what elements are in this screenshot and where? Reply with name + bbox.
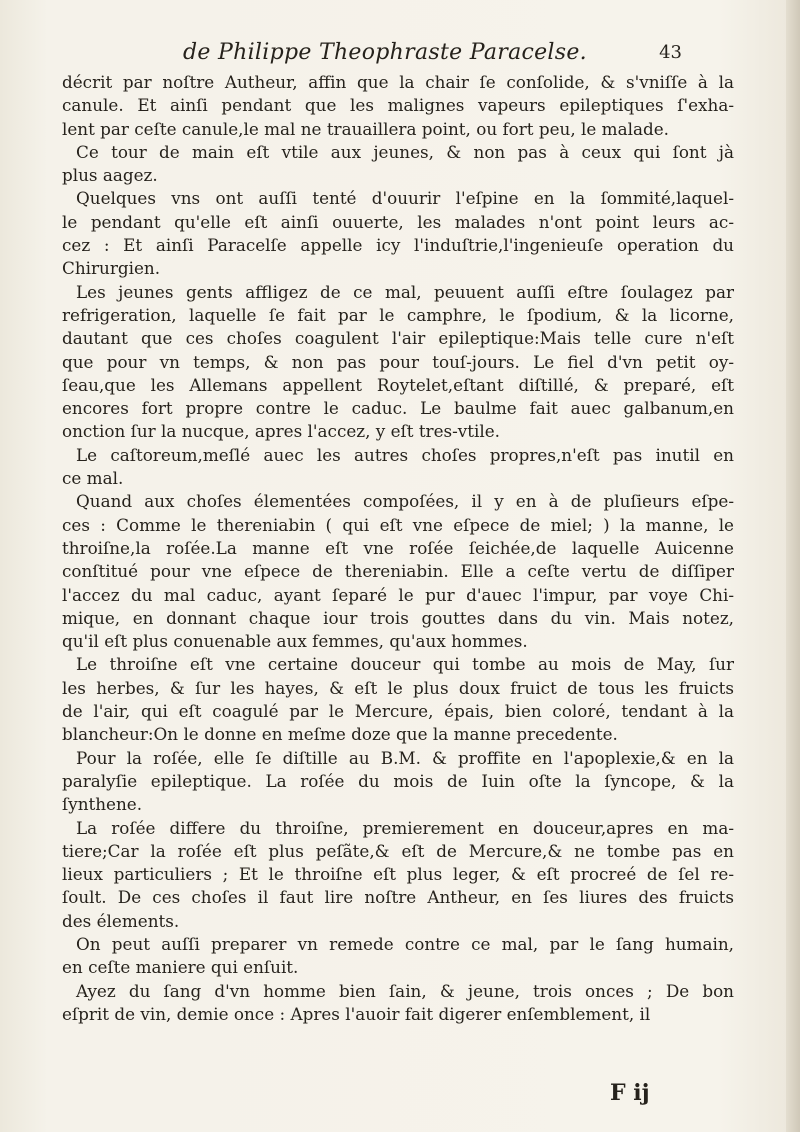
body-text (62, 71, 734, 1026)
running-title: de Philippe Theophraste Paracelse. (183, 40, 587, 65)
text-line: Pour la roſée, elle ſe diſtille au B.M. & proffite en l'apoplexie,& en la (76, 747, 734, 768)
text-line: les herbes, & ſur les hayes, & eſt le plus doux fruict de tous les fruicts (62, 677, 734, 698)
text-line: dautant que ces choſes coagulent l'air epileptique:Mais telle cure n'eſt (62, 328, 734, 349)
text-line: paralyſie epileptique. La roſée du mois de Iuin oſte la ſyncope, & la (62, 770, 734, 791)
text-line: eſprit de vin, demie once : Apres l'auoir fait digerer enſemblement, il (62, 1003, 651, 1024)
text-line: canule. Et ainſi pendant que les malignes vapeurs epileptiques ſ'exha- (62, 95, 734, 116)
text-line: que pour vn temps, & non pas pour touſ-jours. Le fiel d'vn petit oy- (62, 351, 734, 372)
text-line: encores fort propre contre le caduc. Le baulme fait auec galbanum,en (62, 398, 734, 419)
text-line: Chirurgien. (62, 258, 161, 279)
text-line: Le caſtoreum,meſlé auec les autres choſes propres,n'eſt pas inutil en (76, 444, 734, 465)
paragraph (62, 187, 734, 280)
text-line: lent par ceſte canule,le mal ne trauaillera point, ou fort peu, le malade. (62, 118, 669, 139)
text-line: Le throiſne eſt vne certaine douceur qui tombe au mois de May, ſur (76, 654, 734, 675)
text-line: Ce tour de main eſt vtile aux jeunes, & non pas à ceux qui ſont jà (76, 141, 734, 162)
text-line: lieux particuliers ; Et le throiſne eſt plus leger, & eſt procreé de ſel re- (62, 864, 734, 885)
text-line: onction ſur la nucque, apres l'accez, y eſt tres-vtile. (62, 421, 501, 442)
text-line: Quelques vns ont auſſi tenté d'ouurir l'eſpine en la ſommité,laquel- (76, 188, 734, 209)
text-line: des élements. (62, 910, 180, 931)
text-line: Les jeunes gents affligez de ce mal, peuuent auſſi eſtre ſoulagez par (76, 281, 734, 302)
text-line: Quand aux choſes élementées compoſées, il y en à de pluſieurs eſpe- (76, 491, 734, 512)
paragraph (62, 141, 734, 188)
paragraph (62, 71, 734, 141)
text-line: le pendant qu'elle eſt ainſi ouuerte, les malades n'ont point leurs ac- (62, 211, 734, 232)
text-line: tiere;Car la roſée eſt plus peſãte,& eſt de Mercure,& ne tombe pas en (62, 840, 734, 861)
text-line: mique, en donnant chaque iour trois gouttes dans du vin. Mais notez, (62, 607, 734, 628)
text-line: refrigeration, laquelle ſe fait par le camphre, le ſpodium, & la licorne, (62, 304, 734, 325)
paragraph (62, 980, 734, 1027)
text-line: en ceſte maniere qui enſuit. (62, 957, 299, 978)
paragraph (62, 933, 734, 980)
text-line: de l'air, qui eſt coagulé par le Mercure, épais, bien coloré, tendant à la (62, 701, 734, 722)
text-line: throiſne,la roſée.La manne eſt vne roſée ſeichée,de laquelle Auicenne (62, 537, 734, 558)
text-line: ſoult. De ces choſes il faut lire noſtre Antheur, en ſes liures des fruicts (62, 887, 734, 908)
text-line: La roſée differe du throiſne, premierement en douceur,apres en ma- (76, 817, 734, 838)
page-edge (786, 0, 800, 1132)
text-line: ſeau,que les Allemans appellent Roytelet,eſtant diſtillé, & preparé, eſt (62, 374, 734, 395)
text-line: On peut auſſi preparer vn remede contre ce mal, par le ſang humain, (76, 933, 734, 954)
signature-mark: F ij (610, 1080, 650, 1106)
paragraph (62, 444, 734, 491)
text-line: décrit par noſtre Autheur, affin que la chair ſe conſolide, & s'vniſſe à la (62, 72, 734, 92)
text-line: blancheur:On le donne en meſme doze que la manne precedente. (62, 724, 618, 745)
paragraph (62, 653, 734, 746)
paragraph (62, 281, 734, 444)
page-header (130, 40, 682, 72)
text-line: cez : Et ainſi Paracelſe appelle icy l'induſtrie,l'ingenieuſe operation du (62, 235, 734, 256)
text-line: conſtitué pour vne eſpece de thereniabin. Elle a ceſte vertu de diſſiper (62, 561, 734, 582)
paragraph (62, 490, 734, 653)
text-line: qu'il eſt plus conuenable aux femmes, qu'aux hommes. (62, 631, 528, 652)
text-line: ce mal. (62, 468, 124, 489)
text-line: plus aagez. (62, 165, 158, 186)
text-line: ſynthene. (62, 794, 143, 815)
page-number: 43 (659, 42, 682, 63)
text-line: ces : Comme le thereniabin ( qui eſt vne eſpece de miel; ) la manne, le (62, 514, 734, 535)
text-line: Ayez du ſang d'vn homme bien ſain, & jeune, trois onces ; De bon (76, 980, 734, 1001)
text-line: l'accez du mal caduc, ayant ſeparé le pur d'auec l'impur, par voye Chi- (62, 584, 734, 605)
paragraph (62, 747, 734, 817)
paragraph (62, 817, 734, 933)
